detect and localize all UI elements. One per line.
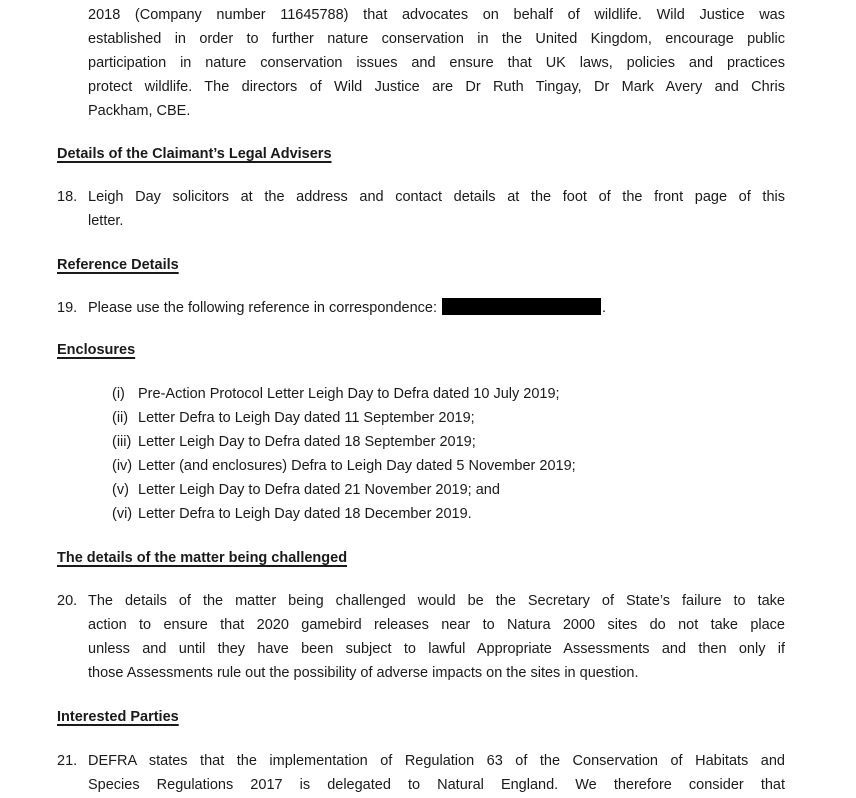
list-item xyxy=(112,478,785,502)
list-marker: (iii) xyxy=(112,434,132,450)
text-line: those Assessments rule out the possibility of adverse impacts on the sites in question. xyxy=(88,665,639,681)
list-marker: (v) xyxy=(112,482,129,498)
enclosures-list xyxy=(112,382,785,526)
list-item-text: Pre-Action Protocol Letter Leigh Day to Defra dated 10 July 2019; xyxy=(138,386,560,402)
paragraph-wild-justice-description xyxy=(88,3,785,123)
numbered-item-19 xyxy=(57,296,785,320)
text-line: letter. xyxy=(88,213,124,229)
section-heading-reference-details: Reference Details xyxy=(57,257,179,273)
text-line: Species Regulations 2017 is delegated to Natural England. We therefore consider that xyxy=(88,777,785,793)
list-item xyxy=(112,406,785,430)
list-item xyxy=(112,430,785,454)
section-heading-enclosures: Enclosures xyxy=(57,342,136,358)
numbered-item-20 xyxy=(57,589,785,685)
list-item-text: Letter (and enclosures) Defra to Leigh Day dated 5 November 2019; xyxy=(138,458,576,474)
text-line: established in order to further nature conservation in the United Kingdom, encourage public xyxy=(88,31,785,47)
list-item xyxy=(112,454,785,478)
text-line: 2018 (Company number 11645788) that advocates on behalf of wildlife. Wild Justice was xyxy=(88,7,785,23)
reference-text: Please use the following reference in correspondence: xyxy=(88,300,438,316)
list-item xyxy=(112,502,785,526)
trailing-period: . xyxy=(602,300,607,316)
list-marker: (iv) xyxy=(112,458,133,474)
list-marker: (vi) xyxy=(112,506,133,522)
text-line: DEFRA states that the implementation of Regulation 63 of the Conservation of Habitats and xyxy=(88,753,785,769)
section-heading-legal-advisers: Details of the Claimant’s Legal Advisers xyxy=(57,146,332,162)
list-marker: (ii) xyxy=(112,410,129,426)
section-heading-interested-parties: Interested Parties xyxy=(57,709,179,725)
item-number: 18. xyxy=(57,189,78,205)
section-heading-matter-challenged: The details of the matter being challenged xyxy=(57,550,348,566)
numbered-item-21 xyxy=(57,749,785,797)
list-item-text: Letter Leigh Day to Defra dated 21 November 2019; and xyxy=(138,482,500,498)
list-item xyxy=(112,382,785,406)
item-number: 20. xyxy=(57,593,78,609)
text-line: Leigh Day solicitors at the address and contact details at the foot of the front page of this xyxy=(88,189,785,205)
numbered-item-18 xyxy=(57,185,785,233)
text-line: unless and until they have been subject to lawful Appropriate Assessments and then only if xyxy=(88,641,785,657)
text-line: The details of the matter being challenged would be the Secretary of State’s failure to take xyxy=(88,593,785,609)
item-number: 21. xyxy=(57,753,78,769)
redaction-box xyxy=(442,298,601,315)
text-line: Packham, CBE. xyxy=(88,103,191,119)
text-line: protect wildlife. The directors of Wild Justice are Dr Ruth Tingay, Dr Mark Avery and Chris xyxy=(88,79,785,95)
list-item-text: Letter Defra to Leigh Day dated 18 December 2019. xyxy=(138,506,472,522)
list-item-text: Letter Leigh Day to Defra dated 18 September 2019; xyxy=(138,434,476,450)
item-number: 19. xyxy=(57,300,78,316)
list-item-text: Letter Defra to Leigh Day dated 11 September 2019; xyxy=(138,410,475,426)
text-line: action to ensure that 2020 gamebird releases near to Natura 2000 sites do not take place xyxy=(88,617,785,633)
text-line: participation in nature conservation issues and ensure that UK laws, policies and practices xyxy=(88,55,785,71)
list-marker: (i) xyxy=(112,386,125,402)
text-line-with-redaction xyxy=(88,296,785,320)
